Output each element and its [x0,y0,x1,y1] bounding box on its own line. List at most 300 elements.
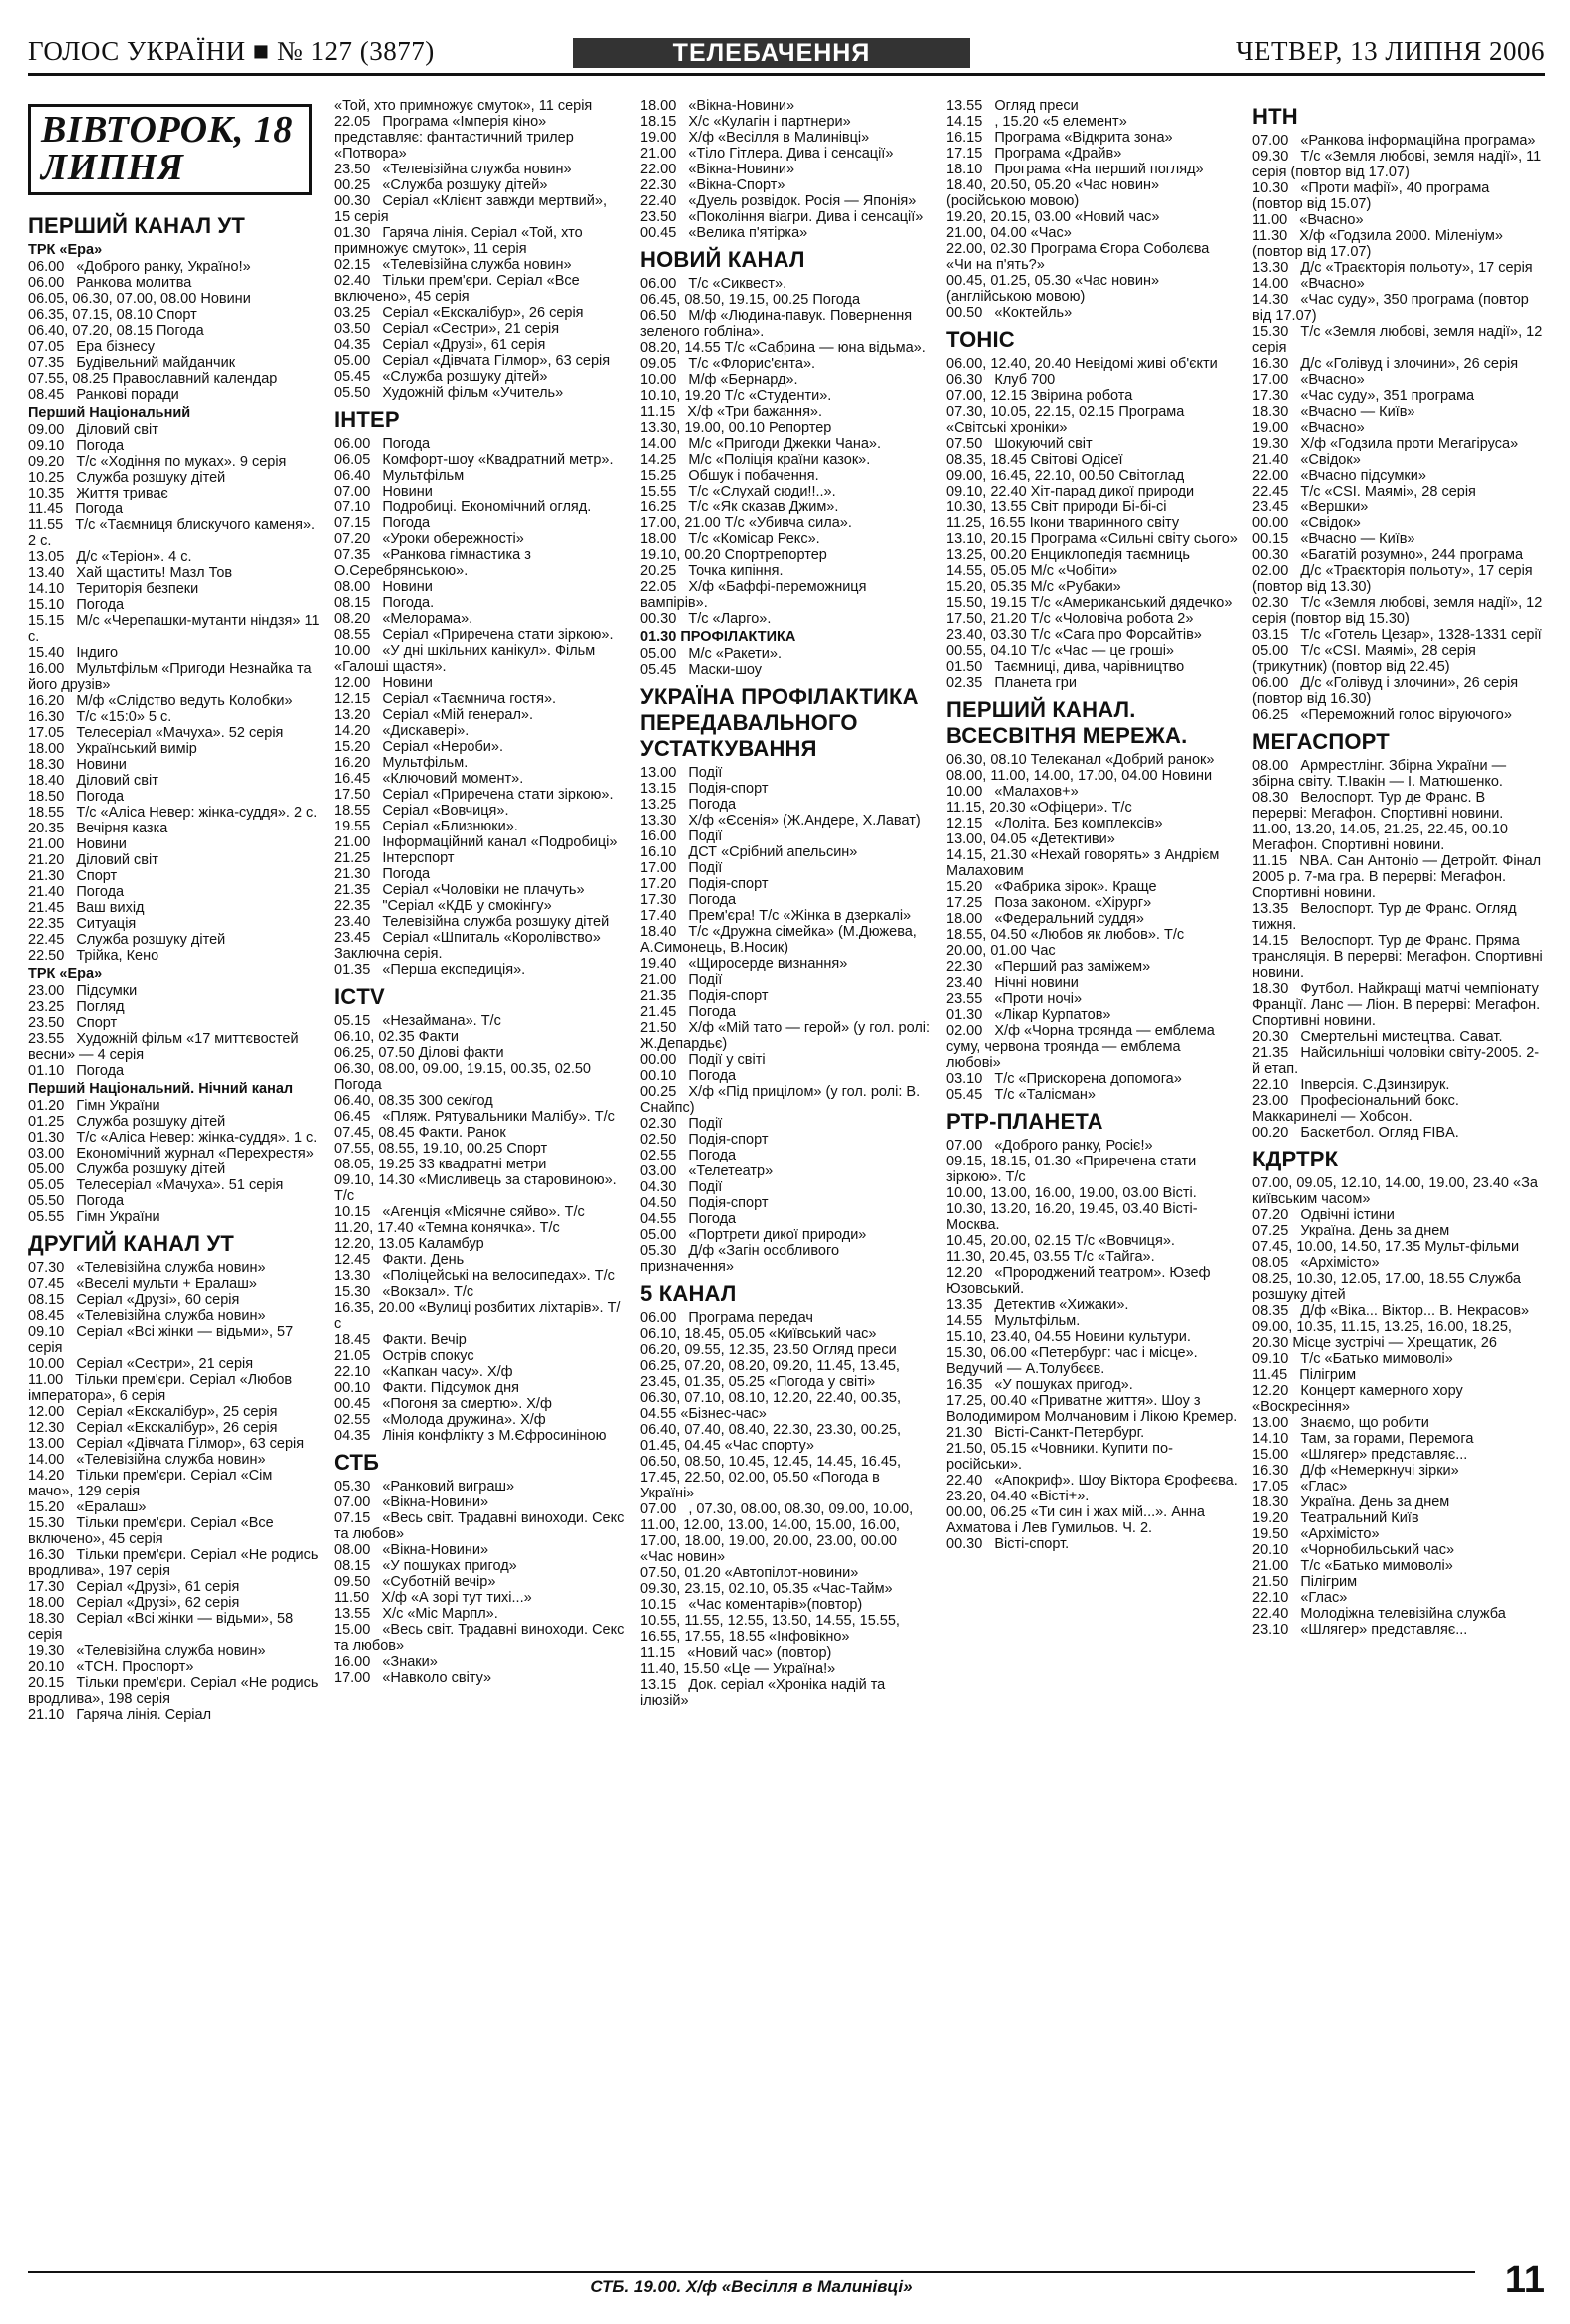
program-listing: 06.25, 07.20, 08.20, 09.20, 11.45, 13.45, 23.45, 01.35, 05.25 «Погода у світі» [640,1358,904,1390]
program-listing: 04.55 Погода [640,1211,737,1227]
program-listing: 07.00 Новини [334,484,433,499]
program-listing: 02.55 «Молода дружина». Х/ф [334,1412,546,1428]
program-listing: 14.55, 05.05 М/с «Чобіти» [946,563,1118,579]
program-listing: 11.00, 13.20, 14.05, 21.25, 22.45, 00.10 Мегафон. Спортивні новини. [1252,822,1512,853]
program-listing: 22.45 Служба розшуку дітей [28,932,226,948]
program-listing: 17.05 Телесеріал «Мачуха». 52 серія [28,725,284,741]
program-listing: 09.10 Погода [28,438,125,454]
column-4 [946,98,1238,2241]
program-listing: 06.35, 07.15, 08.10 Спорт [28,307,197,323]
page-number: 11 [1504,2259,1545,2301]
program-listing: 15.20 «Ералаш» [28,1499,147,1515]
program-listing: 08.00 Армрестлінг. Збірна України — збірна світу. Т.Івакін — І. Матюшенко. [1252,758,1511,790]
program-listing: 21.25 Інтерспорт [334,850,455,866]
program-listing: 22.05 Х/ф «Баффі-переможниця вампірів». [640,579,871,611]
program-listing: 00.15 «Вчасно — Київ» [1252,531,1415,547]
program-listing: 05.00 Т/с «CSI. Маямі», 28 серія (трикутник) (повтор від 22.45) [1252,643,1480,675]
program-listing: 12.15 Серіал «Таємнича гостя». [334,691,557,707]
program-listing: 07.30 «Телевізійна служба новин» [28,1260,266,1276]
program-listing: 00.10 Погода [640,1068,737,1084]
program-listing: 12.20 «Пророджений театром». Юзеф Юзовський. [946,1265,1215,1297]
program-listing: 08.20 «Мелорама». [334,611,473,627]
program-listing: 06.00 Т/с «Сиквест». [640,276,787,292]
program-listing: 20.15 Тільки прем'єри. Серіал «Не родись вродлива», 198 серія [28,1675,323,1707]
program-listing: 16.10 ДСТ «Срібний апельсин» [640,844,858,860]
program-listing: 07.50 Шокуючий світ [946,436,1093,452]
program-listing: 20.00, 01.00 Час [946,943,1056,959]
program-listing: 08.00 Новини [334,579,433,595]
channel-heading: НОВИЙ КАНАЛ [640,247,805,272]
channel-heading: ІНТЕР [334,407,400,432]
program-listing: 22.00 «Вікна-Новини» [640,162,795,177]
program-listing: 10.45, 20.00, 02.15 Т/с «Вовчиця». [946,1233,1175,1249]
program-listing: 06.00 Д/с «Голівуд і злочини», 26 серія (повтор від 16.30) [1252,675,1523,707]
program-listing: 18.00 «Вікна-Новини» [640,98,795,114]
program-listing: 04.50 Подія-спорт [640,1195,769,1211]
program-listing: 11.00 «Вчасно» [1252,212,1364,228]
program-listing: 22.10 Inверсія. С.Дзинзирук. [1252,1077,1450,1093]
program-listing: 15.15 М/с «Черепашки-мутанти ніндзя» 11 с. [28,613,324,645]
program-listing: 14.30 «Час суду», 350 програма (повтор від 17.07) [1252,292,1533,324]
program-listing: 11.15 NBA. Сан Антоніо — Детройт. Фінал 2005 р. 7-ма гра. В перерві: Мегафон. Спортивні новини. [1252,853,1546,901]
program-listing: 13.00, 04.05 «Детективи» [946,831,1115,847]
program-listing: 06.45 «Пляж. Рятувальники Малібу». Т/с [334,1109,615,1125]
program-listing: 16.45 «Ключовий момент». [334,771,524,787]
program-listing: 14.25 М/с «Поліція країни казок». [640,452,871,468]
program-listing: 02.00 Х/ф «Чорна троянда — емблема суму, червона троянда — емблема любові» [946,1023,1219,1071]
program-listing: 07.35 «Ранкова гімнастика з О.Серебрянською». [334,547,535,579]
program-listing: 07.00, 12.15 Звірина робота [946,388,1133,404]
program-listing: 21.30 Спорт [28,868,118,884]
program-listing: 13.35 Детектив «Хижаки». [946,1297,1129,1313]
program-listing: 04.35 Лінія конфлікту з М.Єфросиніною [334,1428,607,1444]
program-listing: 15.50, 19.15 Т/с «Американський дядечко» [946,595,1233,611]
program-listing: 17.40 Прем'єра! Т/с «Жінка в дзеркалі» [640,908,912,924]
program-listing: 16.15 Програма «Відкрита зона» [946,130,1173,146]
program-listing: 23.55 Художній фільм «17 миттєвостей весни» — 4 серія [28,1031,303,1063]
program-listing: 23.40 Нічні новини [946,975,1079,991]
program-listing: 11.30 Х/ф «Годзила 2000. Міленіум» (повтор від 17.07) [1252,228,1507,260]
program-listing: 06.10, 02.35 Факти [334,1029,459,1045]
program-listing: 18.15 Х/с «Кулагін і партнери» [640,114,851,130]
program-listing: 00.45 «Велика п'ятірка» [640,225,808,241]
program-listing: 05.45 Т/с «Талісман» [946,1087,1096,1103]
program-listing: 21.45 Погода [640,1004,737,1020]
program-listing: 14.15, 21.30 «Нехай говорять» з Андрієм Малаховим [946,847,1224,879]
program-listing: 23.45 «Вершки» [1252,499,1369,515]
program-listing: 13.30 Х/ф «Єсенія» (Ж.Андере, Х.Лават) [640,813,921,829]
program-listing: 00.55, 04.10 Т/с «Час — це гроші» [946,643,1174,659]
program-listing: 19.00 Х/ф «Весілля в Малинівці» [640,130,870,146]
program-listing: 09.15, 18.15, 01.30 «Приречена стати зіркою». Т/с [946,1154,1201,1185]
program-listing: 13.25, 00.20 Енциклопедія таємниць [946,547,1190,563]
channel-heading: СТБ [334,1450,380,1475]
program-listing: 18.55 Серіал «Вовчиця». [334,803,509,819]
program-listing: 18.30 «Вчасно — Київ» [1252,404,1415,420]
program-listing: 01.30 Т/с «Аліса Невер: жінка-суддя». 1 с. [28,1130,318,1146]
program-listing: 05.30 «Ранковий виграш» [334,1479,515,1494]
program-listing: 11.00 Тільки прем'єри. Серіал «Любов імператора», 6 серія [28,1372,297,1404]
program-listing: 08.35, 18.45 Світові Одісеї [946,452,1123,468]
program-listing: 22.45 Т/с «CSI. Маямі», 28 серія [1252,484,1476,499]
program-listing: 22.35 Ситуація [28,916,137,932]
program-listing: 19.50 «Архімісто» [1252,1526,1380,1542]
program-listing: 11.55 Т/с «Таємниця блискучого каменя». 2 с. [28,517,320,549]
program-listing: 18.50 Погода [28,789,125,805]
program-listing: 15.20 Серіал «Нероби». [334,739,503,755]
program-listing: 23.40 Телевізійна служба розшуку дітей [334,914,610,930]
program-listing: 00.00, 06.25 «Ти син і жах мій...». Анна Ахматова і Лев Гумильов. Ч. 2. [946,1504,1210,1536]
column-1 [28,98,324,2241]
program-listing: 06.50 М/ф «Людина-павук. Повернення зеленого гобліна». [640,308,917,340]
program-listing: 08.25, 10.30, 12.05, 17.00, 18.55 Служба розшуку дітей [1252,1271,1525,1303]
program-listing: 07.15 Погода [334,515,431,531]
program-listing: 23.55 «Проти ночі» [946,991,1083,1007]
program-listing: 11.15, 20.30 «Офіцери». Т/с [946,800,1132,816]
program-listing: 18.30 Новини [28,757,127,773]
program-listing: 02.30 Події [640,1116,723,1132]
program-listing: 06.05, 06.30, 07.00, 08.00 Новини [28,291,251,307]
program-listing: 13.00 Серіал «Дівчата Гілмор», 63 серія [28,1436,305,1452]
program-listing: 00.50 «Коктейль» [946,305,1073,321]
program-listing: 15.40 Індиго [28,645,119,661]
program-listing: 14.15 , 15.20 «5 елемент» [946,114,1127,130]
program-listing: 14.00 М/с «Пригоди Джекки Чана». [640,436,882,452]
program-listing: 02.50 Подія-спорт [640,1132,769,1148]
program-listing: 07.15 «Весь світ. Традавні виноходи. Секс та любов» [334,1510,629,1542]
program-listing: 00.00 Події у світі [640,1052,766,1068]
program-listing: 06.30, 07.10, 08.10, 12.20, 22.40, 00.35, 04.55 «Бізнес-час» [640,1390,906,1422]
program-listing: 10.25 Служба розшуку дітей [28,470,226,486]
program-listing: 17.00 «Навколо світу» [334,1670,492,1686]
program-listing: 12.45 Факти. День [334,1252,465,1268]
program-listing: 14.10 Там, за горами, Перемога [1252,1431,1474,1447]
channel-heading: МЕГАСПОРТ [1252,729,1390,754]
program-listing: 17.05 «Глас» [1252,1479,1348,1494]
program-listing: 10.10, 19.20 Т/с «Студенти». [640,388,832,404]
program-listing: 22.30 «Вікна-Спорт» [640,177,785,193]
program-listing: 21.00, 04.00 «Час» [946,225,1072,241]
channel-heading: 5 КАНАЛ [640,1281,737,1306]
program-listing: 02.00 Д/с «Траєкторія польоту», 17 серія (повтор від 13.30) [1252,563,1537,595]
program-listing: 23.45 Серіал «Шпиталь «Королівство» Заключна серія. [334,930,605,962]
program-listing: 14.15 Велоспорт. Тур де Франс. Пряма трансляція. В перерві: Мегафон. Спортивні новини. [1252,933,1547,981]
program-listing: 13.05 Д/с «Теріон». 4 с. [28,549,192,565]
program-listing: 19.10, 00.20 Спортрепортер [640,547,827,563]
program-listing: 08.45 «Телевізійна служба новин» [28,1308,266,1324]
program-listing: 17.15 Програма «Драйв» [946,146,1122,162]
program-listing: 15.10 Погода [28,597,125,613]
program-listing: 19.20 Театральний Київ [1252,1510,1419,1526]
schedule-subheading: Перший Національний. Нічний канал [28,1081,294,1097]
program-listing: 14.10 Територія безпеки [28,581,199,597]
program-listing: 08.05 «Архімісто» [1252,1255,1380,1271]
program-listing: 10.00 Серіал «Сестри», 21 серія [28,1356,254,1372]
page-footer [28,2259,1545,2303]
program-listing: 07.25 Україна. День за днем [1252,1223,1450,1239]
program-listing: 17.30 Серіал «Друзі», 61 серія [28,1579,240,1595]
program-listing: 06.10, 18.45, 05.05 «Київський час» [640,1326,877,1342]
section-title: ТЕЛЕБАЧЕННЯ [573,38,970,68]
program-listing: 16.30 Тільки прем'єри. Серіал «Не родись вродлива», 197 серія [28,1547,323,1579]
program-listing: 03.00 «Телетеатр» [640,1163,774,1179]
program-listing: 15.30 Т/с «Земля любові, земля надії», 12 серія [1252,324,1547,356]
footer-highlight: СТБ. 19.00. Х/ф «Весілля в Малинівці» [590,2277,913,2296]
program-listing: 13.00 Знаємо, що робити [1252,1415,1429,1431]
program-listing: 06.40 Мультфільм [334,468,465,484]
program-listing: 06.30 Клуб 700 [946,372,1056,388]
program-listing: 16.30 Т/с «15:0» 5 с. [28,709,172,725]
program-listing: 11.15 Х/ф «Три бажання». [640,404,823,420]
program-listing: 16.20 М/ф «Слідство ведуть Колобки» [28,693,293,709]
program-listing: 21.50, 05.15 «Човники. Купити по-російськи». [946,1441,1173,1473]
program-listing: 18.00 Серіал «Друзі», 62 серія [28,1595,240,1611]
program-listing: 08.35 Д/ф «Віка... Віктор... В. Некрасов» [1252,1303,1530,1319]
program-listing: 00.30 Серіал «Клієнт завжди мертвий», 15 серія [334,193,612,225]
program-listing: 18.40 Діловий світ [28,773,158,789]
program-listing: 08.45 Ранкові поради [28,387,179,403]
program-listing: 18.30 Україна. День за днем [1252,1494,1450,1510]
program-listing: 21.00 Події [640,972,723,988]
program-listing: 09.20 Т/с «Ходіння по муках». 9 серія [28,454,287,470]
program-listing: 13.30 «Поліцейські на велосипедах». Т/с [334,1268,615,1284]
program-listing: 07.20 Одвічні істини [1252,1207,1395,1223]
program-listing: 21.10 Гаряча лінія. Серіал [28,1707,212,1723]
program-listing: 02.15 «Телевізійна служба новин» [334,257,572,273]
program-listing: 00.30 Т/с «Ларго». [640,611,772,627]
channel-heading: КДРТРК [1252,1147,1339,1171]
program-listing: 19.30 «Телевізійна служба новин» [28,1643,266,1659]
program-listing: 17.25 Поза законом. «Хірург» [946,895,1152,911]
program-listing: 00.25 Х/ф «Під прицілом» (у гол. ролі: В. Снайпс) [640,1084,925,1116]
program-listing: 07.30, 10.05, 22.15, 02.15 Програма «Світські хроніки» [946,404,1189,436]
program-listing: 23.00 Підсумки [28,983,138,999]
program-listing: 20.10 «Чорнобильський час» [1252,1542,1455,1558]
program-listing: 10.55, 11.55, 12.55, 13.50, 14.55, 15.55, 16.55, 17.55, 18.55 «Інфовікно» [640,1613,904,1645]
program-listing: 05.15 «Незаймана». Т/с [334,1013,501,1029]
schedule-subheading: ТРК «Ера» [28,966,103,982]
program-listing: 19.00 «Вчасно» [1252,420,1365,436]
newspaper-title: ГОЛОС УКРАЇНИ ■ № 127 (3877) [28,36,435,66]
program-listing: 12.20 Концерт камерного хору «Воскресіння» [1252,1383,1467,1415]
program-listing: 02.40 Тільки прем'єри. Серіал «Все включено», 45 серія [334,273,584,305]
program-listing: 18.40 Т/с «Дружна сімейка» (М.Дюжева, А.Симонець, В.Носик) [640,924,921,956]
program-listing: 22.40 «Дуель розвідок. Росія — Японія» [640,193,917,209]
program-listing: 05.05 Телесеріал «Мачуха». 51 серія [28,1177,284,1193]
program-listing: 11.25, 16.55 Ікони тваринного світу [946,515,1180,531]
program-listing: 18.00 Український вимір [28,741,197,757]
program-listing: 02.55 Погода [640,1148,737,1163]
program-listing: 23.10 «Шлягер» представляє... [1252,1622,1468,1638]
program-listing: 13.00 Події [640,765,723,781]
program-listing: 11.50 Х/ф «А зорі тут тихі...» [334,1590,532,1606]
masthead [28,30,1545,76]
program-listing: 00.45, 01.25, 05.30 «Час новин» (англійською мовою) [946,273,1164,305]
program-listing: 15.00 «Весь світ. Традавні виноходи. Секс та любов» [334,1622,629,1654]
program-listing: 19.30 Х/ф «Годзила проти Мегагіруса» [1252,436,1519,452]
program-listing: 09.10, 22.40 Хіт-парад дикої природи [946,484,1195,499]
schedule-subheading: Перший Національний [28,405,191,421]
program-listing: 15.25 Обшук і побачення. [640,468,819,484]
program-listing: 23.00 Професіональний бокс. Маккаринелі — Хобсон. [1252,1093,1463,1125]
program-listing: 08.00 «Вікна-Новини» [334,1542,489,1558]
program-listing: 09.10 Т/с «Батько мимоволі» [1252,1351,1453,1367]
program-listing: 22.40 Молодіжна телевізійна служба [1252,1606,1506,1622]
program-listing: 23.50 Спорт [28,1015,118,1031]
program-listing: 07.20 «Уроки обережності» [334,531,524,547]
program-listing: 16.20 Мультфільм. [334,755,469,771]
program-listing: 23.20, 04.40 «Вісті+». [946,1489,1090,1504]
program-listing: 18.10 Програма «На перший погляд» [946,162,1204,177]
program-listing: 21.05 Острів спокус [334,1348,474,1364]
program-listing: 15.00 «Шлягер» представляє... [1252,1447,1468,1463]
program-listing: 01.30 Гаряча лінія. Серіал «Той, хто примножує смуток», 11 серія [334,225,587,257]
program-listing: 20.30 Смертельні мистецтва. Сават. [1252,1029,1503,1045]
program-listing: 06.00 Програма передач [640,1310,813,1326]
program-listing: 10.00 М/ф «Бернард». [640,372,798,388]
program-listing: 10.15 «Агенція «Місячне сяйво». Т/с [334,1204,585,1220]
program-listing: 05.45 «Служба розшуку дітей» [334,369,548,385]
day-title: ВІВТОРОК, 18 ЛИПНЯ [28,104,312,195]
program-listing: 23.40, 03.30 Т/с «Сага про Форсайтів» [946,627,1202,643]
program-listing: 07.00, 09.05, 12.10, 14.00, 19.00, 23.40 «За київським часом» [1252,1175,1542,1207]
program-listing: 14.55 Мультфільм. [946,1313,1081,1329]
program-listing: 16.30 Д/с «Голівуд і злочини», 26 серія [1252,356,1519,372]
program-listing: 19.40 «Щиросерде визнання» [640,956,848,972]
program-listing: 00.45 «Погоня за смертю». Х/ф [334,1396,552,1412]
program-listing: 12.30 Серіал «Екскалібур», 26 серія [28,1420,278,1436]
program-listing: 15.30 Тільки прем'єри. Серіал «Все включено», 45 серія [28,1515,278,1547]
program-listing: 10.15 «Час коментарів»(повтор) [640,1597,863,1613]
program-listing: 20.35 Вечірня казка [28,821,168,836]
channel-heading: ICTV [334,984,385,1009]
program-listing: 08.05, 19.25 33 квадратні метри [334,1157,547,1172]
program-listing: 14.00 «Вчасно» [1252,276,1365,292]
program-listing: 17.30 «Час суду», 351 програма [1252,388,1475,404]
program-listing: 21.30 Вісті-Санкт-Петербург. [946,1425,1145,1441]
program-listing: 02.30 Т/с «Земля любові, земля надії», 12 серія (повтор від 15.30) [1252,595,1547,627]
program-listing: 22.10 «Глас» [1252,1590,1348,1606]
program-listing: 07.00 «Вікна-Новини» [334,1494,489,1510]
program-listing: 17.50 Серіал «Приречена стати зіркою». [334,787,614,803]
program-listing: 10.00, 13.00, 16.00, 19.00, 03.00 Вісті. [946,1185,1197,1201]
program-listing: 15.10, 23.40, 04.55 Новини культури. [946,1329,1191,1345]
program-listing: 18.00 «Федеральний суддя» [946,911,1144,927]
channel-heading: НТН [1252,104,1298,129]
program-listing: 03.10 Т/с «Прискорена допомога» [946,1071,1182,1087]
program-listing: 04.35 Серіал «Друзі», 61 серія [334,337,546,353]
program-listing: 21.35 Серіал «Чоловіки не плачуть» [334,882,585,898]
program-listing: 06.40, 08.35 300 сек/год [334,1093,493,1109]
program-listing: 21.50 Х/ф «Мій тато — герой» (у гол. ролі: Ж.Депардьє) [640,1020,935,1052]
program-listing: 11.20, 17.40 «Темна конячка». Т/с [334,1220,560,1236]
schedule-subheading: ТРК «Ера» [28,242,103,258]
column-3 [640,98,935,2241]
program-listing: 09.00, 16.45, 22.10, 00.50 Світоглад [946,468,1185,484]
program-listing: 05.45 Маски-шоу [640,662,762,678]
program-listing: 17.50, 21.20 Т/с «Чоловіча робота 2» [946,611,1194,627]
program-listing: 21.35 Подія-спорт [640,988,769,1004]
program-listing: 00.30 Вісті-спорт. [946,1536,1070,1552]
program-listing: 21.40 «Свідок» [1252,452,1361,468]
program-listing: 20.25 Точка кипіння. [640,563,784,579]
program-listing: 13.30 Д/с «Траєкторія польоту», 17 серія [1252,260,1533,276]
program-listing: 18.30 Футбол. Найкращі матчі чемпіонату Франції. Ланс — Ліон. В перерві: Мегафон. Спортивні новини. [1252,981,1545,1029]
program-listing: 13.35 Велоспорт. Тур де Франс. Огляд тижня. [1252,901,1521,933]
program-listing: 15.30 «Вокзал». Т/с [334,1284,474,1300]
program-listing: 06.20, 09.55, 12.35, 23.50 Огляд преси [640,1342,897,1358]
program-listing: 01.50 Таємниці, дива, чарівництво [946,659,1185,675]
program-listing: 08.20, 14.55 Т/с «Сабрина — юна відьма». [640,340,926,356]
program-listing: 13.25 Погода [640,797,737,813]
column-2 [334,98,629,2241]
program-listing: 21.30 Погода [334,866,431,882]
program-listing: 08.55 Серіал «Приречена стати зіркою». [334,627,614,643]
program-listing: 19.55 Серіал «Близнюки». [334,819,518,834]
program-listing: 03.15 Т/с «Готель Цезар», 1328-1331 серії [1252,627,1542,643]
program-listing: 10.35 Життя триває [28,486,168,501]
program-listing: 01.20 Гімн України [28,1098,160,1114]
program-listing: «Той, хто примножує смуток», 11 серія [334,98,593,114]
program-listing: 01.35 «Перша експедиція». [334,962,526,978]
program-listing: 18.55 Т/с «Аліса Невер: жінка-суддя». 2 с. [28,805,318,821]
program-listing: 22.10 «Капкан часу». Х/ф [334,1364,513,1380]
channel-heading: ТОНІС [946,327,1015,352]
program-listing: 17.30 Погода [640,892,737,908]
program-listing: 07.00 «Ранкова інформаційна програма» [1252,133,1536,149]
program-listing: 06.25 «Переможний голос віруючого» [1252,707,1512,723]
channel-heading: ПЕРШИЙ КАНАЛ УТ [28,213,246,238]
program-listing: 22.35 "Серіал «КДБ у смокінгу» [334,898,552,914]
program-listing: 08.00, 11.00, 14.00, 17.00, 04.00 Новини [946,768,1213,784]
program-listing: 03.25 Серіал «Екскалібур», 26 серія [334,305,584,321]
program-listing: 07.50, 01.20 «Автопілот-новини» [640,1565,859,1581]
program-listing: 14.20 Тільки прем'єри. Серіал «Сім мачо», 129 серія [28,1468,277,1499]
program-listing: 06.00, 12.40, 20.40 Невідомі живі об'єкти [946,356,1218,372]
program-listing: 01.25 Служба розшуку дітей [28,1114,226,1130]
program-listing: 09.05 Т/с «Флорис'єнта». [640,356,816,372]
program-listing: 12.15 «Лоліта. Без комплексів» [946,816,1163,831]
program-listing: 13.15 Док. серіал «Хроніка надій та ілюзій» [640,1677,890,1709]
program-listing: 00.10 Факти. Підсумок дня [334,1380,519,1396]
program-listing: 12.00 Серіал «Екскалібур», 25 серія [28,1404,278,1420]
program-listing: 04.30 Події [640,1179,723,1195]
program-listing: 12.20, 13.05 Каламбур [334,1236,484,1252]
program-listing: 00.20 Баскетбол. Огляд FIBA. [1252,1125,1459,1141]
program-listing: 16.00 Мультфільм «Пригоди Незнайка та його друзів» [28,661,316,693]
program-listing: 22.40 «Апокриф». Шоу Віктора Єрофеєва. [946,1473,1238,1489]
program-listing: 12.00 Новини [334,675,433,691]
program-listing: 15.20, 05.35 М/с «Рубаки» [946,579,1121,595]
program-listing: 11.30, 20.45, 03.55 Т/с «Тайга». [946,1249,1155,1265]
program-listing: 21.00 Новини [28,836,127,852]
program-listing: 05.00 М/с «Ракети». [640,646,782,662]
program-listing: 22.00 «Вчасно підсумки» [1252,468,1426,484]
program-listing: 11.45 Пілігрим [1252,1367,1357,1383]
program-listing: 08.30 Велоспорт. Тур де Франс. В перерві: Мегафон. Спортивні новини. [1252,790,1504,822]
program-listing: 18.40, 20.50, 05.20 «Час новин» (російською мовою) [946,177,1164,209]
program-listing: 07.55, 08.25 Православний календар [28,371,278,387]
program-listing: 13.55 Огляд преси [946,98,1079,114]
program-listing: 10.00 «У дні шкільних канікул». Фільм «Галоші щастя». [334,643,600,675]
program-listing: 16.00 Події [640,829,723,844]
program-listing: 01.30 «Лікар Курпатов» [946,1007,1111,1023]
program-listing: 07.55, 08.55, 19.10, 00.25 Спорт [334,1141,548,1157]
program-listing: 21.35 Найсильніші чоловіки світу-2005. 2-й етап. [1252,1045,1540,1077]
program-listing: 17.20 Подія-спорт [640,876,769,892]
program-listing: 10.30 «Проти мафії», 40 програма (повтор від 15.07) [1252,180,1494,212]
program-listing: 07.45, 10.00, 14.50, 17.35 Мульт-фільми [1252,1239,1520,1255]
